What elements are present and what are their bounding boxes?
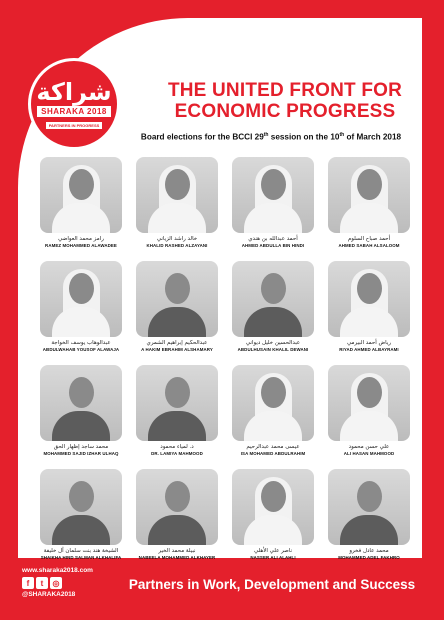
candidate-name-english: NABEELA MOHAMMED ALKHAYER	[138, 555, 216, 560]
subtitle-part-3: of March 2018	[344, 132, 402, 142]
candidate-card	[328, 157, 410, 248]
candidate-photo	[328, 469, 410, 545]
logo-sub: PARTNERS IN PROGRESS	[46, 122, 103, 129]
candidate-name-english: MOHAMMED SAJID IZHAR ULHAQ	[43, 451, 119, 456]
candidate-photo	[232, 261, 314, 337]
candidate-name-arabic: الشيخة هند بنت سلمان آل خليفة	[43, 548, 119, 554]
candidate-card	[232, 261, 314, 352]
candidate-card	[136, 261, 218, 352]
candidate-name-english: AHMED ABDULLA BIN HINDI	[241, 243, 305, 248]
candidate-name-arabic: محمد ساجد إظهار الحق	[53, 444, 109, 450]
candidate-card	[232, 365, 314, 456]
candidate-name-arabic: محمد عادل فخرو	[349, 548, 389, 554]
head-shape	[165, 273, 190, 304]
sharaka-logo	[28, 58, 120, 150]
torso-shape	[148, 411, 206, 441]
candidate-name-english: DR. LAMIYA MAHMOOD	[151, 451, 203, 456]
candidate-photo	[328, 261, 410, 337]
facebook-icon[interactable]: f	[22, 577, 34, 589]
subtitle-sup-2: th	[339, 132, 345, 138]
head-shape	[357, 273, 382, 304]
head-shape	[69, 273, 94, 304]
torso-shape	[340, 515, 398, 545]
torso-shape	[340, 307, 398, 337]
torso-shape	[148, 515, 206, 545]
candidate-photo	[328, 365, 410, 441]
candidate-name-english: ISA MOHAMED ABDULRAHIM	[240, 451, 306, 456]
candidate-name-english: KHALID RASHED ALZAYANI	[146, 243, 208, 248]
candidate-name-arabic: أحمد عبدالله بن هندي	[248, 236, 298, 242]
subtitle	[112, 132, 430, 142]
torso-shape	[148, 307, 206, 337]
head-shape	[357, 377, 382, 408]
candidate-name-arabic: رامز محمد العواضي	[58, 236, 104, 242]
head-shape	[69, 481, 94, 512]
candidate-card	[40, 365, 122, 456]
head-shape	[261, 481, 286, 512]
page-title	[160, 80, 410, 122]
candidate-name-arabic: علي حسن محمود	[348, 444, 390, 450]
candidate-photo	[40, 469, 122, 545]
title-line-2: ECONOMIC PROGRESS	[174, 101, 396, 122]
social-row	[22, 577, 112, 589]
candidate-name-english: ALI HASAN MAHMOOD	[343, 451, 395, 456]
candidate-photo	[232, 469, 314, 545]
candidate-name-arabic: عبدالوهاب يوسف الخواجة	[51, 340, 111, 346]
candidate-name-english: ABDULWAHAB YOUSOF ALAWAJA	[42, 347, 120, 352]
head-shape	[69, 377, 94, 408]
torso-shape	[340, 203, 398, 233]
head-shape	[165, 169, 190, 200]
candidate-name-arabic: عبدالحكيم إبراهيم الشمري	[146, 340, 208, 346]
instagram-icon[interactable]: ◎	[50, 577, 62, 589]
candidate-photo	[136, 261, 218, 337]
twitter-icon[interactable]: t	[36, 577, 48, 589]
torso-shape	[340, 411, 398, 441]
candidate-name-arabic: أحمد صباح السلوم	[347, 236, 391, 242]
website-link[interactable]: www.sharaka2018.com	[22, 567, 93, 574]
torso-shape	[148, 203, 206, 233]
candidate-card	[136, 365, 218, 456]
candidate-name-english: AHMED SABAH ALSALOOM	[338, 243, 400, 248]
subtitle-sup-1: th	[263, 132, 269, 138]
logo-english: SHARAKA 2018	[37, 106, 111, 117]
candidate-name-arabic: رياض أحمد البيرمي	[346, 340, 392, 346]
candidate-photo	[40, 157, 122, 233]
candidate-card	[328, 365, 410, 456]
torso-shape	[244, 411, 302, 441]
head-shape	[357, 169, 382, 200]
candidate-card	[136, 469, 218, 560]
candidate-name-arabic: نبيلة محمد الخير	[158, 548, 196, 554]
title-line-1: THE UNITED FRONT FOR	[167, 80, 403, 101]
candidate-card	[232, 469, 314, 560]
subtitle-part-1: Board elections for the BCCI 29	[140, 132, 264, 142]
head-shape	[261, 169, 286, 200]
candidate-photo	[232, 365, 314, 441]
candidate-photo	[136, 469, 218, 545]
head-shape	[69, 169, 94, 200]
torso-shape	[244, 515, 302, 545]
head-shape	[357, 481, 382, 512]
candidate-card	[136, 157, 218, 248]
candidate-photo	[40, 365, 122, 441]
candidate-card	[40, 261, 122, 352]
candidate-card	[328, 261, 410, 352]
torso-shape	[52, 307, 110, 337]
torso-shape	[52, 411, 110, 441]
candidate-name-english: RIYAD AHMED ALBAYRAMI	[339, 347, 399, 352]
footer-contact	[22, 567, 112, 598]
torso-shape	[244, 203, 302, 233]
candidate-name-english: RAMEZ MOHAMMED ALAWADEE	[45, 243, 117, 248]
candidate-name-arabic: ناصر علي الأهلي	[253, 548, 293, 554]
head-shape	[165, 481, 190, 512]
candidate-name-arabic: عيسى محمد عبدالرحيم	[246, 444, 300, 450]
candidate-name-english: MOHAMMED ADEL FAKHRO	[338, 555, 400, 560]
candidate-photo	[136, 365, 218, 441]
candidate-name-english: NASSER ALI ALAHLI	[250, 555, 296, 560]
candidate-photo	[328, 157, 410, 233]
candidate-card	[40, 157, 122, 248]
social-handle: @SHARAKA2018	[22, 591, 76, 598]
head-shape	[261, 377, 286, 408]
head-shape	[261, 273, 286, 304]
candidate-name-english: SHAIKHA HIND SALMAN ALKHALIFA	[40, 555, 122, 560]
subtitle-part-2: session on the 10	[268, 132, 340, 142]
candidate-photo	[232, 157, 314, 233]
candidate-name-arabic: خالد راشد الزياني	[156, 236, 198, 242]
candidate-name-arabic: د. لمياء محمود	[160, 444, 194, 450]
candidate-name-arabic: عبدالحسين خليل ديواني	[245, 340, 301, 346]
candidate-photo	[40, 261, 122, 337]
candidate-name-english: ABDULHUSAIN KHALIL DEWANI	[237, 347, 309, 352]
candidate-card	[232, 157, 314, 248]
logo-arabic: شراكة	[36, 77, 112, 106]
candidate-card	[328, 469, 410, 560]
candidate-name-english: A HAKIM EBRAHIM ALSHAMARY	[141, 347, 213, 352]
torso-shape	[52, 515, 110, 545]
torso-shape	[244, 307, 302, 337]
head-shape	[165, 377, 190, 408]
candidate-photo	[136, 157, 218, 233]
tagline: Partners in Work, Development and Success	[128, 577, 416, 592]
candidate-card	[40, 469, 122, 560]
torso-shape	[52, 203, 110, 233]
